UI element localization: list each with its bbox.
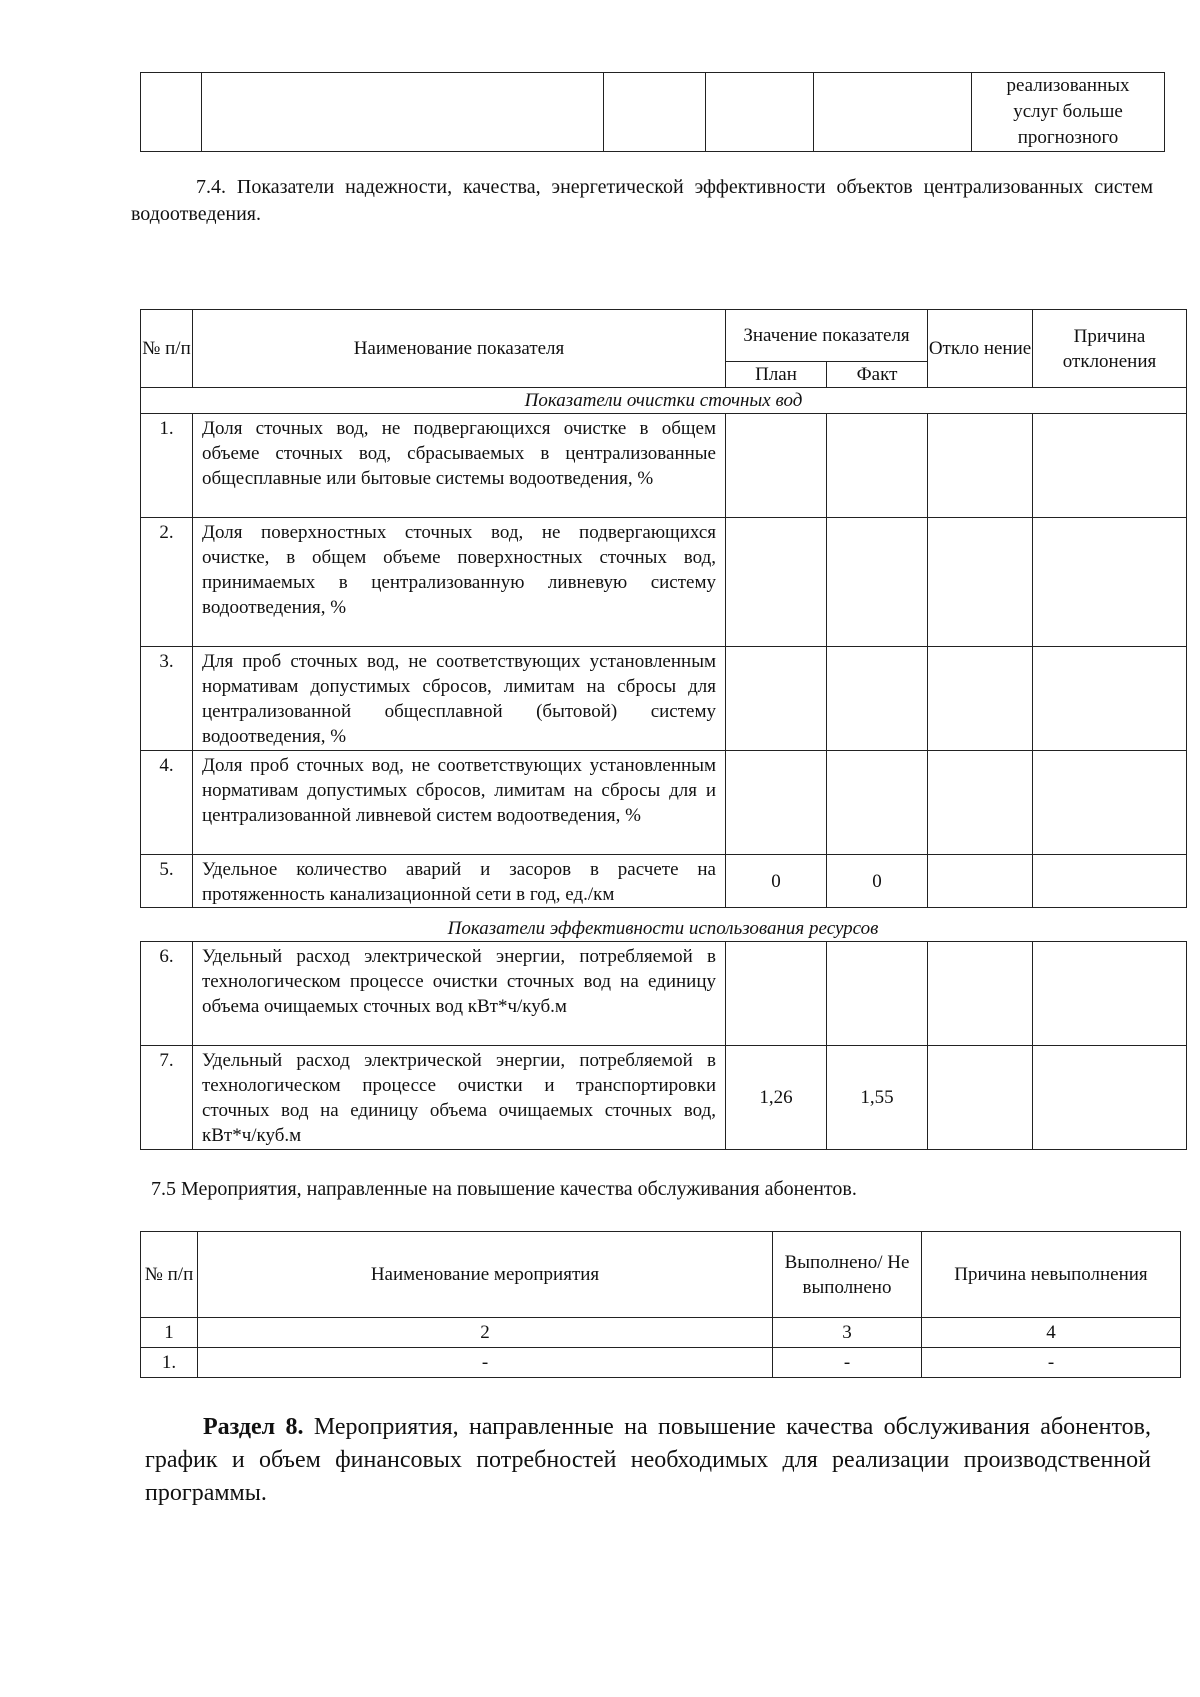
row-deviation [928, 942, 1033, 1046]
header-num: № п/п [141, 310, 193, 388]
row-num: 2. [141, 518, 193, 647]
measures-header-done: Выполнено/ Не выполнено [773, 1232, 922, 1318]
row-plan: 1,26 [726, 1046, 827, 1150]
row-num: 5. [141, 855, 193, 908]
indicators-table [140, 309, 1187, 908]
row-num: 4. [141, 751, 193, 855]
row-deviation [928, 647, 1033, 751]
row-plan [726, 942, 827, 1046]
row-reason [1033, 414, 1187, 518]
top-cell [706, 73, 814, 152]
row-num: 1. [141, 414, 193, 518]
row-reason [1033, 942, 1187, 1046]
measures-header-name: Наименование мероприятия [198, 1232, 773, 1318]
section-8-title: Раздел 8. [203, 1414, 304, 1440]
top-last-line: услуг больше [1013, 101, 1123, 122]
row-reason [1033, 647, 1187, 751]
row-name: Удельное количество аварий и засоров в расчете на протяженность канализационной сети в год, ед./км [193, 855, 726, 908]
row-name: Удельный расход электрической энергии, потребляемой в технологическом процессе очистки и транспортировки сточных вод на единицу объема очищаемых сточных вод, кВт*ч/куб.м [193, 1046, 726, 1150]
row-name: Для проб сточных вод, не соответствующих установленным нормативам допустимых сбросов, лимитам на сбросы для централизованной общесплавной (бытовой) систему водоотведения, % [193, 647, 726, 751]
row-plan [726, 518, 827, 647]
row-plan [726, 751, 827, 855]
row-num: 3. [141, 647, 193, 751]
header-value: Значение показателя [726, 310, 928, 362]
row-num: 6. [141, 942, 193, 1046]
row-fact [827, 751, 928, 855]
measures-index: 2 [198, 1318, 773, 1348]
header-fact: Факт [827, 362, 928, 388]
row-plan [726, 647, 827, 751]
header-name: Наименование показателя [193, 310, 726, 388]
row-plan [726, 414, 827, 518]
header-deviation: Откло нение [928, 310, 1033, 388]
row-name: Доля поверхностных сточных вод, не подвергающихся очистке, в общем объеме поверхностных сточных вод, принимаемых в централизованную ливневую систему водоотведения, % [193, 518, 726, 647]
top-last-cell [972, 73, 1165, 152]
measures-row-name: - [198, 1348, 773, 1378]
row-fact: 0 [827, 855, 928, 908]
row-fact [827, 414, 928, 518]
row-deviation [928, 1046, 1033, 1150]
section-7-5-text: 7.5 Мероприятия, направленные на повышение качества обслуживания абонентов. [151, 1178, 857, 1200]
top-last-line: прогнозного [1017, 127, 1119, 148]
measures-row-num: 1. [141, 1348, 198, 1378]
row-reason [1033, 518, 1187, 647]
top-cell [202, 73, 604, 152]
row-deviation [928, 414, 1033, 518]
section-8-text: Мероприятия, направленные на повышение качества обслуживания абонентов, график и объем финансовых потребностей необходимых для реализации производственной программы. [145, 1414, 1151, 1506]
row-name: Удельный расход электрической энергии, потребляемой в технологическом процессе очистки сточных вод на единицу объема очищаемых сточных вод кВт*ч/куб.м [193, 942, 726, 1046]
measures-header-reason: Причина невыполнения [922, 1232, 1181, 1318]
row-fact [827, 647, 928, 751]
row-reason [1033, 1046, 1187, 1150]
row-num: 7. [141, 1046, 193, 1150]
row-reason [1033, 855, 1187, 908]
top-cell [814, 73, 972, 152]
top-cell [141, 73, 202, 152]
row-fact: 1,55 [827, 1046, 928, 1150]
measures-row-reason: - [922, 1348, 1181, 1378]
measures-header-num: № п/п [141, 1232, 198, 1318]
measures-index: 4 [922, 1318, 1181, 1348]
row-deviation [928, 855, 1033, 908]
measures-row-done: - [773, 1348, 922, 1378]
measures-table [140, 1231, 1181, 1378]
measures-index: 3 [773, 1318, 922, 1348]
header-plan: План [726, 362, 827, 388]
top-last-line: реализованных [1006, 75, 1130, 96]
row-name: Доля сточных вод, не подвергающихся очистке в общем объеме сточных вод, сбрасываемых в централизованные общесплавные или бытовые системы водоотведения, % [193, 414, 726, 518]
row-fact [827, 518, 928, 647]
row-deviation [928, 751, 1033, 855]
row-name: Доля проб сточных вод, не соответствующих установленным нормативам допустимых сбросов, лимитам на сбросы для и централизованной ливневой систем водоотведения, % [193, 751, 726, 855]
section-8-paragraph [145, 1411, 1151, 1510]
measures-index: 1 [141, 1318, 198, 1348]
section-title-cleaning: Показатели очистки сточных вод [141, 388, 1187, 414]
top-cell [604, 73, 706, 152]
row-fact [827, 942, 928, 1046]
section-7-4-text: 7.4. Показатели надежности, качества, энергетической эффективности объектов централизованных систем водоотведения. [131, 176, 1153, 225]
row-deviation [928, 518, 1033, 647]
header-reason: Причина отклонения [1033, 310, 1187, 388]
row-plan: 0 [726, 855, 827, 908]
row-reason [1033, 751, 1187, 855]
top-table-fragment [140, 72, 1165, 152]
section-title-resources: Показатели эффективности использования ресурсов [447, 918, 879, 939]
indicators-table-continued [140, 941, 1187, 1150]
